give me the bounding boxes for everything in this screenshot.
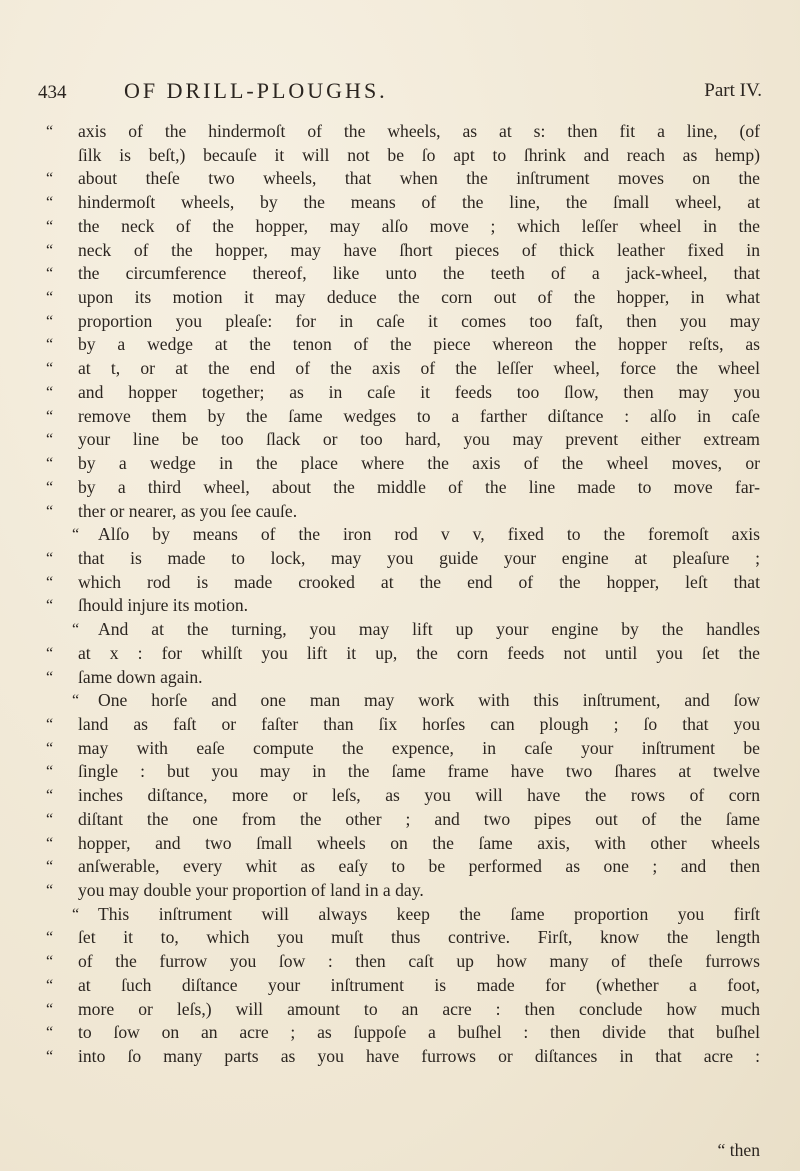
text-line <box>46 286 760 310</box>
line-text: hindermoſt wheels, by the means of the line, the ſmall wheel, at <box>78 192 760 213</box>
line-text: your line be too ſlack or too hard, you may prevent either extream <box>78 429 760 450</box>
line-text: inches diſtance, more or leſs, as you will have the rows of corn <box>78 785 760 806</box>
text-line <box>46 120 760 144</box>
text-line <box>46 571 760 595</box>
text-line <box>46 950 760 974</box>
line-text: into ſo many parts as you have furrows or diſtances in that acre : <box>78 1046 760 1067</box>
text-line <box>46 476 760 500</box>
line-text: neck of the hopper, may have ſhort pieces of thick leather fixed in <box>78 239 760 260</box>
line-text: ſet it to, which you muſt thus contrive. Firſt, know the length <box>78 927 760 948</box>
line-text: that is made to lock, may you guide your engine at pleaſure ; <box>78 547 760 568</box>
quote-mark: “ <box>46 976 54 994</box>
quote-mark: “ <box>72 905 80 923</box>
line-text: anſwerable, every whit as eaſy to be performed as one ; and then <box>78 856 760 877</box>
text-line <box>46 594 760 618</box>
quote-mark: “ <box>72 692 80 710</box>
running-title: OF DRILL-PLOUGHS. <box>124 78 388 103</box>
quote-mark: “ <box>46 644 54 662</box>
quote-mark: “ <box>46 123 54 140</box>
line-text: upon its motion it may deduce the corn out of the hopper, in what <box>78 287 760 308</box>
line-text: more or leſs,) will amount to an acre : then conclude how much <box>78 998 760 1019</box>
text-line <box>46 215 760 239</box>
text-line <box>46 808 760 832</box>
text-line <box>46 523 760 547</box>
quote-mark: “ <box>72 526 80 544</box>
line-text: by a third wheel, about the middle of the line made to move far- <box>78 476 760 497</box>
text-line <box>46 760 760 784</box>
quote-mark: “ <box>46 763 54 781</box>
text-line <box>46 1021 760 1045</box>
text-line <box>46 428 760 452</box>
line-text: ther or nearer, as you ſee cauſe. <box>78 500 298 521</box>
text-line <box>46 333 760 357</box>
page-number: 434 <box>38 82 67 103</box>
line-text: and hopper together; as in caſe it feeds too ſlow, then may you <box>78 381 760 402</box>
text-line <box>46 666 760 690</box>
line-text: by a wedge at the tenon of the piece whereon the hopper reſts, as <box>78 334 760 355</box>
text-line <box>46 405 760 429</box>
line-text: And at the turning, you may lift up your engine by the handles <box>98 619 760 640</box>
quote-mark: “ <box>46 573 54 591</box>
text-line <box>46 855 760 879</box>
text-line <box>46 998 760 1022</box>
line-text: ſilk is beſt,) becauſe it will not be ſo apt to ſhrink and reach as hemp) <box>78 144 760 165</box>
text-line <box>46 618 760 642</box>
line-text: which rod is made crooked at the end of the hopper, leſt that <box>78 571 760 592</box>
catchword: “ then <box>717 1140 760 1160</box>
line-text: may with eaſe compute the expence, in caſe your inſtrument be <box>78 737 760 758</box>
line-text: ſingle : but you may in the ſame frame have two ſhares at twelve <box>78 761 760 782</box>
quote-mark: “ <box>46 882 54 899</box>
text-line <box>46 832 760 856</box>
quote-mark: “ <box>72 621 80 639</box>
quote-mark: “ <box>46 455 54 473</box>
text-line <box>46 144 760 168</box>
line-text: ſame down again. <box>78 666 203 687</box>
line-text: diſtant the one from the other ; and two pipes out of the ſame <box>78 808 760 829</box>
text-line <box>46 926 760 950</box>
text-line <box>46 239 760 263</box>
quote-mark: “ <box>46 431 54 449</box>
line-text: the neck of the hopper, may alſo move ; which leſſer wheel in the <box>78 215 760 236</box>
line-text: at t, or at the end of the axis of the leſſer wheel, force the wheel <box>78 358 760 379</box>
quote-mark: “ <box>46 953 54 971</box>
line-text: ſhould injure its motion. <box>78 595 249 616</box>
text-line <box>46 357 760 381</box>
line-text: of the furrow you ſow : then caſt up how many of theſe furrows <box>78 951 760 972</box>
quote-mark: “ <box>46 360 54 378</box>
line-text: proportion you pleaſe: for in caſe it comes too faſt, then you may <box>78 310 760 331</box>
quote-mark: “ <box>46 597 54 615</box>
quote-mark: “ <box>46 929 54 947</box>
quote-mark: “ <box>46 217 54 235</box>
line-text: land as faſt or faſter than ſix horſes can plough ; ſo that you <box>78 713 760 734</box>
text-line <box>46 642 760 666</box>
quote-mark: “ <box>46 289 54 307</box>
line-text: at ſuch diſtance your inſtrument is made for (whether a foot, <box>78 974 760 995</box>
text-line <box>46 310 760 334</box>
line-text: One horſe and one man may work with this inſtrument, and ſow <box>98 690 760 711</box>
quote-mark: “ <box>46 407 54 425</box>
line-text: about theſe two wheels, that when the inſtrument moves on the <box>78 168 760 189</box>
quote-mark: “ <box>46 810 54 828</box>
line-text: you may double your proportion of land in a day. <box>78 880 424 900</box>
line-text: by a wedge in the place where the axis of the wheel moves, or <box>78 453 760 474</box>
line-text: to ſow on an acre ; as ſuppoſe a buſhel : then divide that buſhel <box>78 1022 760 1043</box>
quote-mark: “ <box>46 668 54 686</box>
quote-mark: “ <box>46 170 54 188</box>
text-line <box>46 879 760 903</box>
text-line <box>46 784 760 808</box>
quote-mark: “ <box>46 194 54 212</box>
text-line <box>46 547 760 571</box>
text-line <box>46 689 760 713</box>
quote-mark: “ <box>46 478 54 496</box>
quote-mark: “ <box>46 1000 54 1018</box>
text-line <box>46 381 760 405</box>
text-line <box>46 903 760 927</box>
line-text: at x : for whilſt you lift it up, the corn feeds not until you ſet the <box>78 642 760 663</box>
line-text: This inſtrument will always keep the ſame proportion you firſt <box>98 903 760 924</box>
body-text <box>46 120 760 1069</box>
line-text: the circumference thereof, like unto the teeth of a jack-wheel, that <box>78 263 760 284</box>
quote-mark: “ <box>46 715 54 733</box>
text-line <box>46 500 760 524</box>
quote-mark: “ <box>46 241 54 259</box>
quote-mark: “ <box>46 1024 54 1042</box>
text-line <box>46 167 760 191</box>
quote-mark: “ <box>46 787 54 805</box>
quote-mark: “ <box>46 1048 54 1066</box>
text-line <box>46 713 760 737</box>
quote-mark: “ <box>46 383 54 401</box>
quote-mark: “ <box>46 549 54 567</box>
line-text: Alſo by means of the iron rod v v, fixed to the foremoſt axis <box>98 524 760 545</box>
line-text: remove them by the ſame wedges to a farther diſtance : alſo in caſe <box>78 405 760 426</box>
text-line <box>46 1045 760 1069</box>
text-line <box>46 452 760 476</box>
line-text: axis of the hindermoſt of the wheels, as at s: then fit a line, (of <box>78 121 760 141</box>
quote-mark: “ <box>46 502 54 520</box>
quote-mark: “ <box>46 739 54 757</box>
quote-mark: “ <box>46 336 54 354</box>
quote-mark: “ <box>46 265 54 283</box>
part-label: Part IV. <box>704 80 762 101</box>
quote-mark: “ <box>46 834 54 852</box>
text-line <box>46 262 760 286</box>
line-text: hopper, and two ſmall wheels on the ſame axis, with other wheels <box>78 832 760 853</box>
text-line <box>46 737 760 761</box>
page-header <box>38 78 762 118</box>
text-line <box>46 974 760 998</box>
quote-mark: “ <box>46 312 54 330</box>
quote-mark: “ <box>46 858 54 876</box>
text-line <box>46 191 760 215</box>
